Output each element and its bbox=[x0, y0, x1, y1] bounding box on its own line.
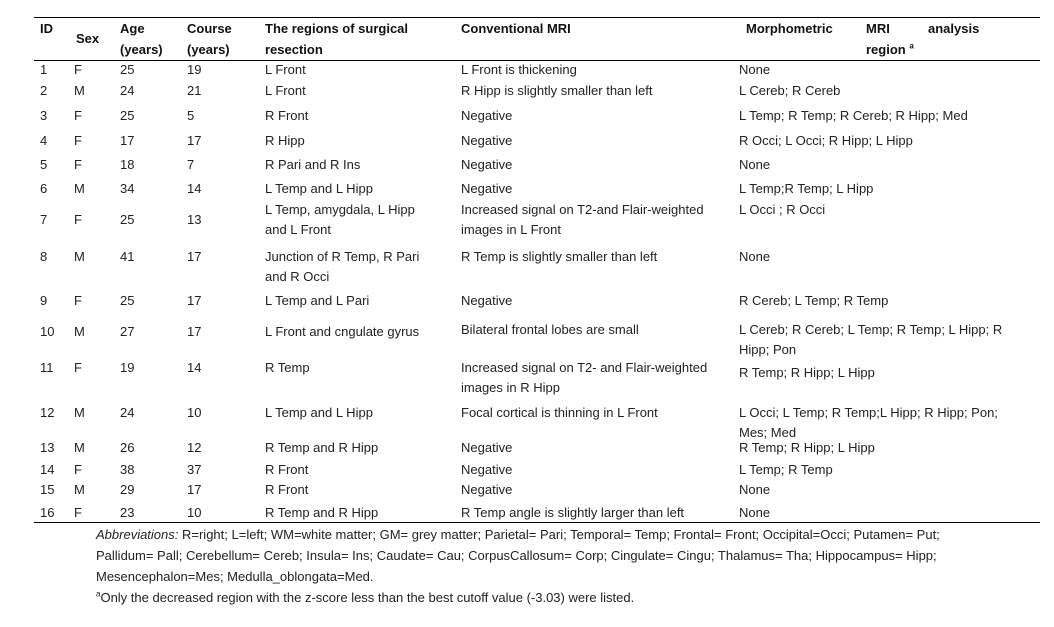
cell-resection bbox=[265, 403, 373, 423]
header-age: Age (years) bbox=[120, 21, 163, 57]
cell-conventional-mri bbox=[461, 179, 512, 199]
cell-sex: M bbox=[74, 181, 85, 196]
cell-resection-line: L Front bbox=[265, 83, 306, 98]
cell-morphometric-region bbox=[739, 131, 913, 151]
cell-resection-line: R Temp bbox=[265, 360, 310, 375]
cell-age: 27 bbox=[120, 324, 135, 339]
cell-course: 17 bbox=[187, 133, 202, 148]
cell-age: 26 bbox=[120, 440, 135, 455]
cell-resection-line: R Temp and R Hipp bbox=[265, 505, 379, 520]
cell-id: 12 bbox=[40, 405, 55, 420]
cell-sex: F bbox=[74, 360, 82, 375]
cell-sex: F bbox=[74, 157, 82, 172]
cell-conventional-mri bbox=[461, 320, 639, 340]
cell-id: 3 bbox=[40, 108, 48, 123]
cell-conventional-mri-line: Negative bbox=[461, 133, 513, 148]
header-morphometric-analysis: analysis bbox=[928, 21, 980, 36]
cell-conventional-mri bbox=[461, 200, 704, 240]
cell-resection-line: R Hipp bbox=[265, 133, 305, 148]
cell-conventional-mri-line: images in L Front bbox=[461, 222, 561, 237]
cell-course: 14 bbox=[187, 360, 202, 375]
cell-morphometric-region-line: R Temp; R Hipp; L Hipp bbox=[739, 365, 875, 380]
cell-morphometric-region bbox=[739, 179, 873, 199]
bottom-rule bbox=[34, 522, 1040, 523]
cell-sex: F bbox=[74, 505, 82, 520]
cell-id: 6 bbox=[40, 181, 48, 196]
cell-sex: F bbox=[74, 293, 82, 308]
cell-conventional-mri-line: Focal cortical is thinning in L Front bbox=[461, 405, 658, 420]
cell-morphometric-region-line: L Cereb; R Cereb bbox=[739, 83, 841, 98]
cell-morphometric-region-line: Mes; Med bbox=[739, 425, 797, 440]
cell-sex: M bbox=[74, 83, 85, 98]
cell-conventional-mri-line: Negative bbox=[461, 482, 513, 497]
cell-id: 15 bbox=[40, 482, 55, 497]
cell-id: 16 bbox=[40, 505, 55, 520]
cell-conventional-mri bbox=[461, 131, 512, 151]
cell-resection-line: and L Front bbox=[265, 222, 332, 237]
cell-morphometric-region-line: None bbox=[739, 157, 771, 172]
cell-morphometric-region bbox=[739, 363, 875, 383]
cell-age: 23 bbox=[120, 505, 135, 520]
cell-course: 12 bbox=[187, 440, 202, 455]
cell-course: 17 bbox=[187, 249, 202, 264]
cell-resection bbox=[265, 358, 310, 378]
cell-course: 5 bbox=[187, 108, 195, 123]
cell-id: 1 bbox=[40, 62, 48, 77]
cell-resection-line: L Front bbox=[265, 62, 306, 77]
cell-morphometric-region-line: R Occi; L Occi; R Hipp; L Hipp bbox=[739, 133, 913, 148]
cell-conventional-mri bbox=[461, 60, 577, 80]
cell-conventional-mri-line: R Hipp is slightly smaller than left bbox=[461, 83, 653, 98]
cell-sex: M bbox=[74, 482, 85, 497]
cell-morphometric-region-line: L Occi; L Temp; R Temp;L Hipp; R Hipp; Pon; bbox=[739, 405, 998, 420]
cell-age: 25 bbox=[120, 293, 135, 308]
abbreviations-line-3: Mesencephalon=Mes; Medulla_oblongata=Med. bbox=[96, 569, 374, 584]
cell-conventional-mri-line: Increased signal on T2- and Flair-weighted bbox=[461, 360, 708, 375]
cell-morphometric-region bbox=[739, 247, 770, 267]
cell-conventional-mri-line: Increased signal on T2-and Flair-weighted bbox=[461, 202, 704, 217]
cell-resection bbox=[265, 200, 415, 240]
cell-age: 25 bbox=[120, 62, 135, 77]
cell-morphometric-region-line: R Temp; R Hipp; L Hipp bbox=[739, 440, 875, 455]
cell-morphometric-region bbox=[739, 291, 888, 311]
abbreviations-line-2: Pallidum= Pall; Cerebellum= Cereb; Insula= Ins; Caudate= Cau; CorpusCallosum= Corp; Cingulate= Cingu; Thalamus= Tha; Hippocampus= Hipp; bbox=[96, 548, 937, 563]
cell-resection bbox=[265, 81, 306, 101]
cell-resection bbox=[265, 155, 360, 175]
cell-resection-line: R Front bbox=[265, 108, 309, 123]
cell-resection bbox=[265, 503, 378, 523]
cell-morphometric-region bbox=[739, 200, 825, 220]
cell-morphometric-region-line: None bbox=[739, 482, 771, 497]
cell-course: 13 bbox=[187, 212, 202, 227]
cell-resection-line: L Temp and L Hipp bbox=[265, 405, 373, 420]
cell-conventional-mri-line: Negative bbox=[461, 293, 513, 308]
header-course: Course (years) bbox=[187, 21, 232, 57]
cell-sex: M bbox=[74, 405, 85, 420]
header-morphometric-region: region $^a$ bbox=[866, 41, 914, 57]
cell-conventional-mri bbox=[461, 403, 658, 423]
cell-conventional-mri-line: Negative bbox=[461, 181, 513, 196]
cell-morphometric-region-line: L Temp; R Temp bbox=[739, 462, 833, 477]
cell-id: 4 bbox=[40, 133, 48, 148]
cell-resection bbox=[265, 179, 373, 199]
cell-morphometric-region bbox=[739, 403, 998, 443]
cell-id: 10 bbox=[40, 324, 55, 339]
cell-conventional-mri bbox=[461, 460, 512, 480]
abbreviations-line-1: Abbreviations: R=right; L=left; WM=white matter; GM= grey matter; Parietal= Pari; Temporal= Temp; Frontal= Front; Occipital=Occi; Putamen= Put; bbox=[96, 527, 940, 542]
cell-sex: F bbox=[74, 133, 82, 148]
header-id: ID bbox=[40, 21, 53, 36]
cell-resection bbox=[265, 322, 419, 342]
footnote-a: $^a$Only the decreased region with the z-score less than the best cutoff value (-3.03) were listed. bbox=[96, 589, 635, 605]
cell-sex: M bbox=[74, 324, 85, 339]
cell-morphometric-region-line: L Temp; R Temp; R Cereb; R Hipp; Med bbox=[739, 108, 968, 123]
cell-conventional-mri bbox=[461, 81, 652, 101]
cell-resection bbox=[265, 60, 306, 80]
cell-conventional-mri-line: Bilateral frontal lobes are small bbox=[461, 322, 639, 337]
cell-morphometric-region bbox=[739, 106, 968, 126]
cell-morphometric-region bbox=[739, 503, 770, 523]
cell-resection-line: L Temp and L Hipp bbox=[265, 181, 373, 196]
cell-conventional-mri-line: R Temp angle is slightly larger than left bbox=[461, 505, 685, 520]
cell-resection-line: and R Occi bbox=[265, 269, 330, 284]
cell-resection bbox=[265, 291, 369, 311]
cell-sex: M bbox=[74, 440, 85, 455]
cell-id: 7 bbox=[40, 212, 48, 227]
header-conventional-mri: Conventional MRI bbox=[461, 21, 571, 36]
cell-id: 2 bbox=[40, 83, 48, 98]
cell-conventional-mri bbox=[461, 291, 512, 311]
cell-sex: F bbox=[74, 462, 82, 477]
cell-sex: F bbox=[74, 108, 82, 123]
cell-conventional-mri-line: L Front is thickening bbox=[461, 62, 577, 77]
cell-course: 17 bbox=[187, 293, 202, 308]
cell-resection bbox=[265, 247, 419, 287]
cell-id: 5 bbox=[40, 157, 48, 172]
cell-resection bbox=[265, 106, 308, 126]
cell-resection-line: L Front and cngulate gyrus bbox=[265, 324, 420, 339]
cell-course: 17 bbox=[187, 482, 202, 497]
cell-age: 25 bbox=[120, 108, 135, 123]
cell-age: 24 bbox=[120, 405, 135, 420]
cell-resection bbox=[265, 460, 308, 480]
cell-course: 21 bbox=[187, 83, 202, 98]
cell-resection-line: Junction of R Temp, R Pari bbox=[265, 249, 420, 264]
cell-resection bbox=[265, 131, 305, 151]
header-morphometric-mri: MRI bbox=[866, 21, 890, 36]
cell-course: 10 bbox=[187, 505, 202, 520]
cell-conventional-mri-line: Negative bbox=[461, 108, 513, 123]
cell-course: 17 bbox=[187, 324, 202, 339]
cell-morphometric-region bbox=[739, 81, 840, 101]
cell-morphometric-region-line: None bbox=[739, 62, 771, 77]
cell-conventional-mri bbox=[461, 155, 512, 175]
cell-sex: M bbox=[74, 249, 85, 264]
cell-conventional-mri-line: images in R Hipp bbox=[461, 380, 560, 395]
cell-age: 24 bbox=[120, 83, 135, 98]
cell-resection-line: L Temp and L Pari bbox=[265, 293, 370, 308]
cell-morphometric-region-line: None bbox=[739, 505, 771, 520]
cell-morphometric-region-line: L Temp;R Temp; L Hipp bbox=[739, 181, 874, 196]
cell-conventional-mri-line: R Temp is slightly smaller than left bbox=[461, 249, 658, 264]
cell-morphometric-region-line: Hipp; Pon bbox=[739, 342, 797, 357]
cell-id: 13 bbox=[40, 440, 55, 455]
cell-course: 10 bbox=[187, 405, 202, 420]
cell-id: 11 bbox=[40, 360, 54, 375]
cell-age: 25 bbox=[120, 212, 135, 227]
cell-morphometric-region-line: L Occi ; R Occi bbox=[739, 202, 826, 217]
cell-conventional-mri bbox=[461, 358, 707, 398]
cell-morphometric-region-line: None bbox=[739, 249, 771, 264]
cell-resection bbox=[265, 480, 308, 500]
cell-resection-line: R Front bbox=[265, 482, 309, 497]
cell-course: 7 bbox=[187, 157, 195, 172]
cell-sex: F bbox=[74, 62, 82, 77]
cell-age: 29 bbox=[120, 482, 135, 497]
cell-morphometric-region bbox=[739, 460, 833, 480]
cell-id: 14 bbox=[40, 462, 55, 477]
cell-conventional-mri bbox=[461, 503, 684, 523]
cell-resection-line: R Front bbox=[265, 462, 309, 477]
cell-morphometric-region bbox=[739, 438, 875, 458]
cell-sex: F bbox=[74, 212, 82, 227]
cell-course: 37 bbox=[187, 462, 202, 477]
cell-resection-line: L Temp, amygdala, L Hipp bbox=[265, 202, 415, 217]
cell-age: 18 bbox=[120, 157, 135, 172]
cell-age: 34 bbox=[120, 181, 135, 196]
header-sex: Sex bbox=[76, 31, 100, 46]
cell-conventional-mri-line: Negative bbox=[461, 157, 513, 172]
cell-resection-line: R Temp and R Hipp bbox=[265, 440, 379, 455]
cell-age: 17 bbox=[120, 133, 135, 148]
cell-morphometric-region bbox=[739, 480, 770, 500]
cell-conventional-mri bbox=[461, 438, 512, 458]
cell-course: 19 bbox=[187, 62, 202, 77]
cell-morphometric-region bbox=[739, 60, 770, 80]
cell-id: 8 bbox=[40, 249, 48, 264]
cell-conventional-mri bbox=[461, 247, 657, 267]
cell-morphometric-region-line: L Cereb; R Cereb; L Temp; R Temp; L Hipp; R bbox=[739, 322, 1003, 337]
header-morphometric: Morphometric bbox=[746, 21, 833, 36]
cell-conventional-mri bbox=[461, 106, 512, 126]
cell-course: 14 bbox=[187, 181, 202, 196]
cell-resection-line: R Pari and R Ins bbox=[265, 157, 361, 172]
cell-conventional-mri-line: Negative bbox=[461, 440, 513, 455]
cell-conventional-mri-line: Negative bbox=[461, 462, 513, 477]
header-resection: The regions of surgical resection bbox=[265, 21, 409, 57]
cell-resection bbox=[265, 438, 378, 458]
cell-age: 41 bbox=[120, 249, 135, 264]
cell-morphometric-region-line: R Cereb; L Temp; R Temp bbox=[739, 293, 889, 308]
cell-morphometric-region bbox=[739, 155, 770, 175]
cell-morphometric-region bbox=[739, 320, 1002, 360]
cell-id: 9 bbox=[40, 293, 48, 308]
cell-age: 19 bbox=[120, 360, 135, 375]
cell-conventional-mri bbox=[461, 480, 512, 500]
cell-age: 38 bbox=[120, 462, 135, 477]
